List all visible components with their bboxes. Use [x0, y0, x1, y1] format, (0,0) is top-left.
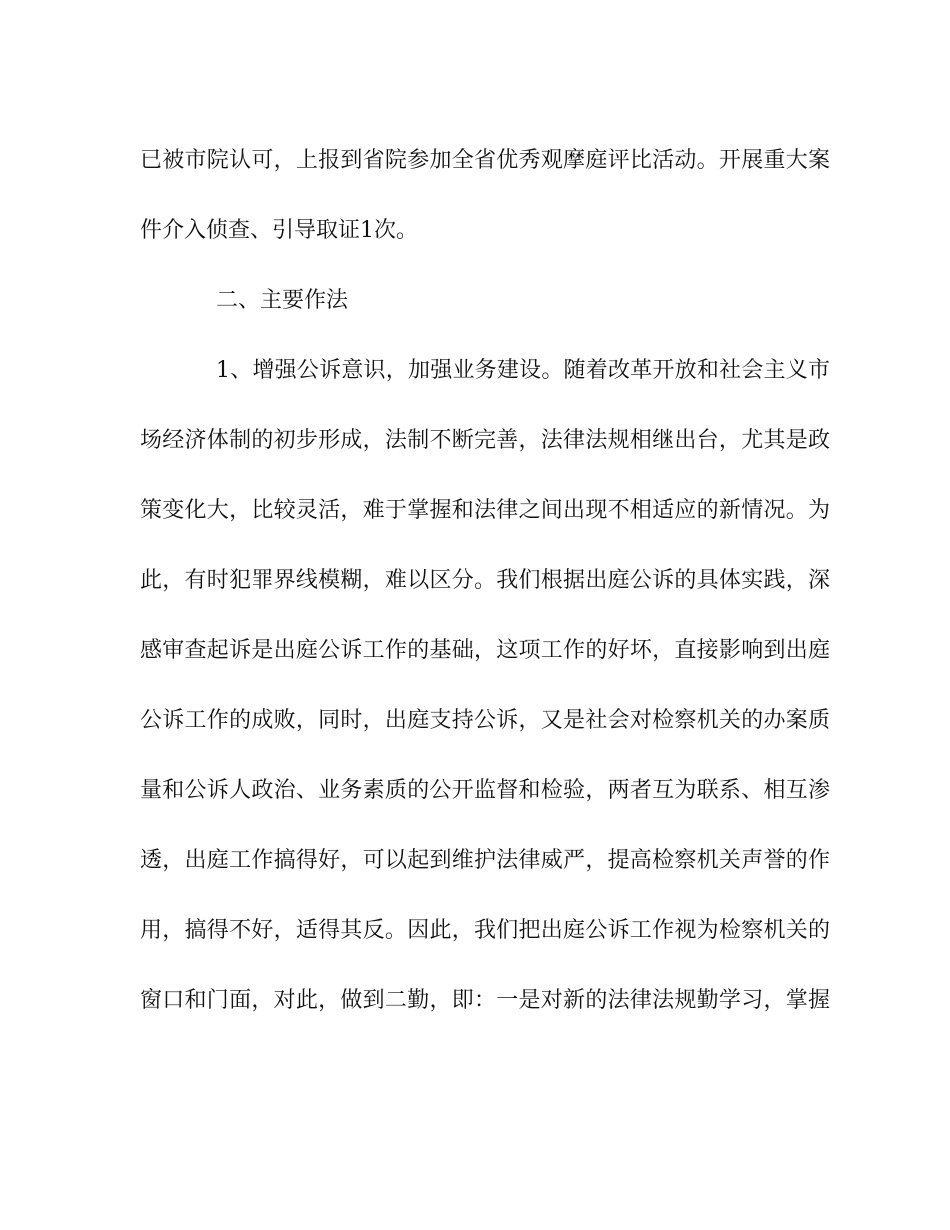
paragraph-first-line: 1、增强公诉意识，加强业务建设。随着改革开放和社会主义市	[216, 358, 830, 383]
text-line: 透，出庭工作搞得好，可以起到维护法律威严，提高检察机关声誉的作	[140, 848, 830, 873]
text-line: 已被市院认可，上报到省院参加全省优秀观摩庭评比活动。开展重大案	[140, 148, 830, 173]
text-line: 用，搞得不好，适得其反。因此，我们把出庭公诉工作视为检察机关的	[140, 918, 830, 943]
text-line: 公诉工作的成败，同时，出庭支持公诉，又是社会对检察机关的办案质	[140, 708, 830, 733]
text-line: 量和公诉人政治、业务素质的公开监督和检验，两者互为联系、相互渗	[140, 778, 830, 803]
text-line: 场经济体制的初步形成，法制不断完善，法律法规相继出台，尤其是政	[140, 428, 830, 453]
section-heading: 二、主要作法	[216, 288, 349, 313]
text-line: 此，有时犯罪界线模糊，难以区分。我们根据出庭公诉的具体实践，深	[140, 568, 830, 593]
text-line: 件介入侦查、引导取证1次。	[140, 218, 418, 243]
text-line: 策变化大，比较灵活，难于掌握和法律之间出现不相适应的新情况。为	[140, 498, 830, 523]
text-line: 窗口和门面，对此，做到二勤，即：一是对新的法律法规勤学习，掌握	[140, 988, 830, 1013]
text-line: 感审查起诉是出庭公诉工作的基础，这项工作的好坏，直接影响到出庭	[140, 638, 830, 663]
